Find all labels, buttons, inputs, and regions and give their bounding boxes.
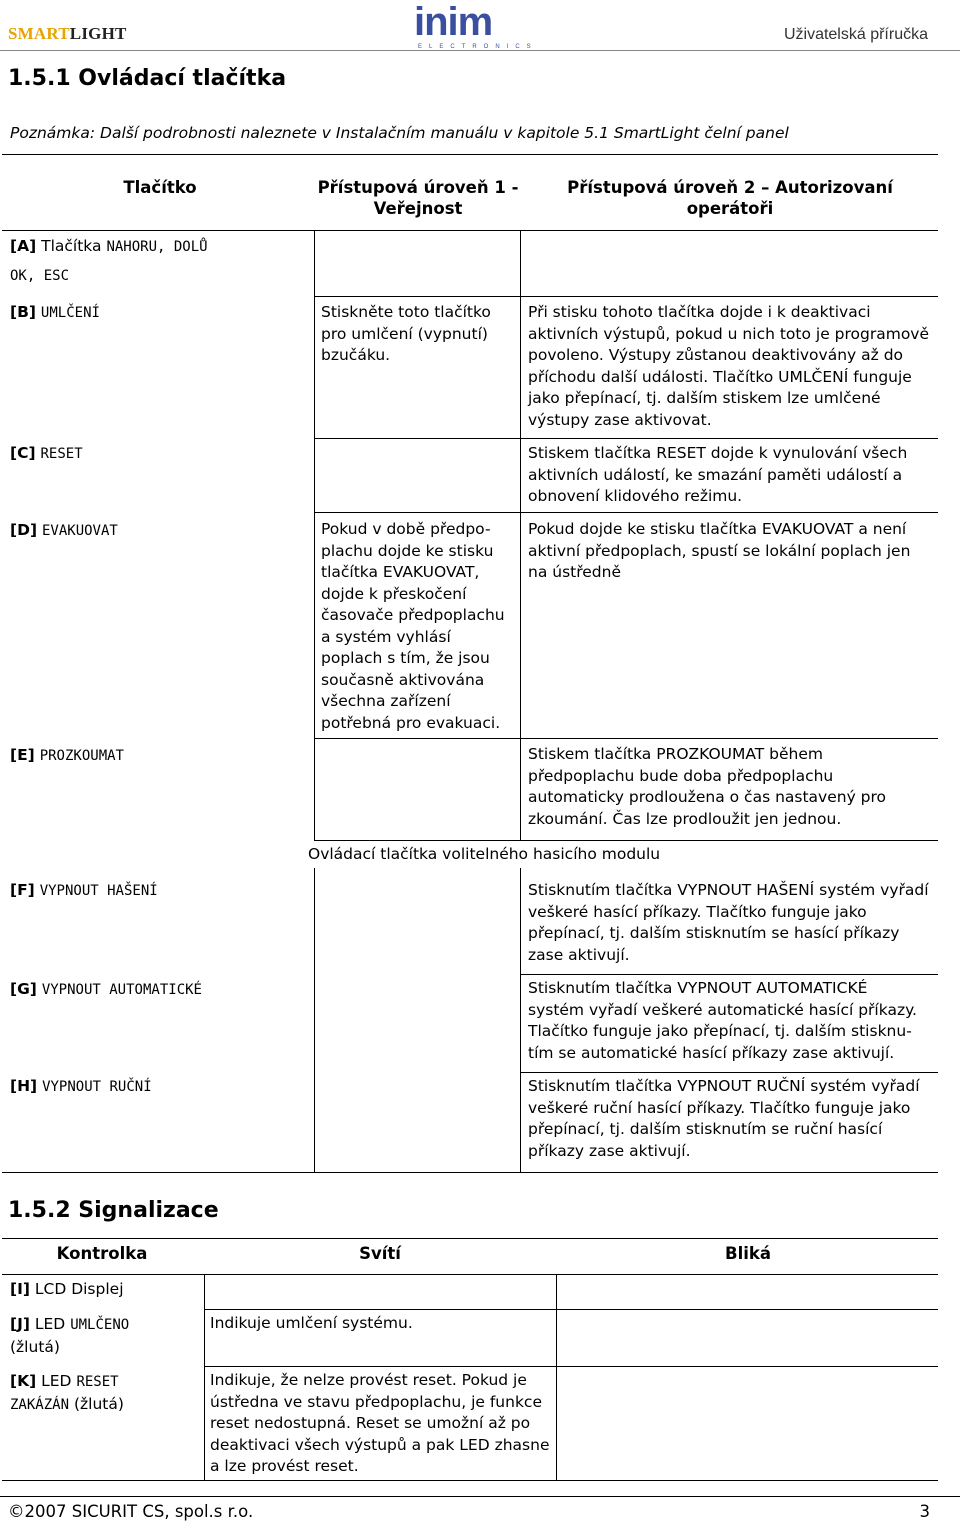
- row-divider: [520, 974, 938, 975]
- row-divider: [520, 1072, 938, 1073]
- table-row-h-label: [H] VYPNOUT RUČNÍ: [10, 1077, 152, 1095]
- table-row-b-label: [B] UMLČENÍ: [10, 303, 100, 321]
- table-row-f-label: [F] VYPNOUT HAŠENÍ: [10, 881, 158, 899]
- column-header-on: Svítí: [359, 1244, 401, 1263]
- row-divider: [204, 1309, 938, 1310]
- column-divider: [314, 230, 315, 840]
- table2-row-j-label: [J] LED UMLČENO (žlutá): [10, 1315, 130, 1356]
- column-header-indicator: Kontrolka: [56, 1244, 148, 1263]
- row-divider: [314, 438, 938, 439]
- section-title-controls: 1.5.1 Ovládací tlačítka: [8, 66, 287, 91]
- table-row-g-label: [G] VYPNOUT AUTOMATICKÉ: [10, 980, 202, 998]
- row-divider: [204, 1366, 938, 1367]
- table-row-g-level2: Stisknutím tlačítka VYPNOUT AUTOMATICKÉ systém vyřadí veškeré automatické hasící příkazy. Tlačítko funguje jako přepínací, tj. dalším stisknu-tím se automatické hasící příkazy zase aktivují.: [528, 979, 917, 1062]
- table-row-a-label-cont: OK, ESC: [10, 268, 70, 284]
- table-row-e-level2: Stiskem tlačítka PROZKOUMAT během předpoplachu bude doba předpoplachu automaticky prodloužena o čas nastavený pro zkoumání. Čas lze prodloužit jen jednou.: [528, 745, 887, 828]
- table2-top-border: [2, 1238, 938, 1239]
- inim-logo: inim ELECTRONICS: [414, 0, 538, 50]
- table1-header-border: [2, 230, 938, 231]
- table2-row-i-label: [I] LCD Displej: [10, 1280, 124, 1298]
- module-caption: Ovládací tlačítka volitelného hasicího modulu: [308, 845, 661, 863]
- copyright-icon: ©: [8, 1502, 25, 1521]
- table-row-e-label: [E] PROZKOUMAT: [10, 746, 124, 764]
- row-divider: [314, 840, 938, 841]
- row-divider: [314, 296, 938, 297]
- column-header-button: Tlačítko: [123, 178, 197, 197]
- column-header-level2: Přístupová úroveň 2 – Autorizovaní operátoři: [567, 178, 893, 218]
- column-divider: [314, 868, 315, 1172]
- table-row-b-level1: Stiskněte toto tlačítko pro umlčení (vypnutí) bzučáku.: [321, 303, 491, 364]
- document-title: Uživatelská příručka: [783, 26, 928, 43]
- table-row-c-label: [C] RESET: [10, 444, 83, 462]
- footer-copyright: ©2007 SICURIT CS, spol.s r.o.: [8, 1502, 254, 1521]
- note: Poznámka: Další podrobnosti naleznete v Instalačním manuálu v kapitole 5.1 SmartLight čelní panel: [10, 124, 789, 142]
- footer-divider: [0, 1496, 960, 1497]
- table-row-d-level1: Pokud v době předpo-plachu dojde ke stisku tlačítka EVAKUOVAT, dojde k přeskočení časovače předpoplachu a systém vyhlásí poplach s tím, že jsou současně aktivována všechna zařízení potřebná pro evakuaci.: [321, 520, 505, 732]
- table2-row-j-on: Indikuje umlčení systému.: [210, 1314, 413, 1332]
- table-row-f-level2: Stisknutím tlačítka VYPNOUT HAŠENÍ systém vyřadí veškeré hasící příkazy. Tlačítko funguje jako přepínací, tj. dalším stisknutím se hasící příkazy zase aktivují.: [528, 881, 929, 964]
- page-number: 3: [919, 1502, 930, 1521]
- table2-row-k-label: [K] LED RESET ZAKÁZÁN (žlutá): [10, 1372, 124, 1413]
- table-row-a-label: [A] Tlačítka NAHORU, DOLŮ: [10, 237, 208, 255]
- column-header-level1: Přístupová úroveň 1 - Veřejnost: [317, 178, 519, 218]
- column-header-blink: Bliká: [725, 1244, 771, 1263]
- row-divider: [314, 512, 938, 513]
- table-row-d-label: [D] EVAKUOVAT: [10, 521, 118, 539]
- table1-bottom-border: [2, 1172, 938, 1173]
- table1-top-border: [2, 154, 938, 155]
- table2-bottom-border: [2, 1480, 938, 1481]
- column-divider: [556, 1274, 557, 1480]
- brand-logo: SMARTLIGHT: [8, 24, 127, 43]
- table2-row-k-on: Indikuje, že nelze provést reset. Pokud je ústředna ve stavu předpoplachu, je funkce reset nedostupná. Reset se umožní až po deaktivaci všech výstupů a pak LED zhasne a lze provést reset.: [210, 1371, 550, 1475]
- column-divider: [204, 1274, 205, 1480]
- header-divider: [0, 50, 960, 51]
- table-row-h-level2: Stisknutím tlačítka VYPNOUT RUČNÍ systém vyřadí veškeré ruční hasící příkazy. Tlačítko funguje jako přepínací, tj. dalším stisknutím se ruční hasící příkazy zase aktivují.: [528, 1077, 920, 1160]
- table2-header-border: [2, 1274, 938, 1275]
- row-divider: [314, 738, 938, 739]
- table-row-d-level2: Pokud dojde ke stisku tlačítka EVAKUOVAT a není aktivní předpoplach, spustí se lokální poplach jen na ústředně: [528, 520, 911, 581]
- table-row-c-level2: Stiskem tlačítka RESET dojde k vynulování všech aktivních událostí, ke smazání paměti událostí a obnovení klidového režimu.: [528, 444, 908, 505]
- section-title-signals: 1.5.2 Signalizace: [8, 1198, 219, 1223]
- table-row-b-level2: Při stisku tohoto tlačítka dojde i k deaktivaci aktivních výstupů, pokud u nich toto je programově povoleno. Výstupy zůstanou deaktivovány až do příchodu další události. Tlačítko UMLČENÍ funguje jako přepínací, tj. dalším stiskem lze umlčené výstupy zase aktivovat.: [528, 303, 930, 429]
- column-divider: [520, 868, 521, 1172]
- column-divider: [520, 230, 521, 840]
